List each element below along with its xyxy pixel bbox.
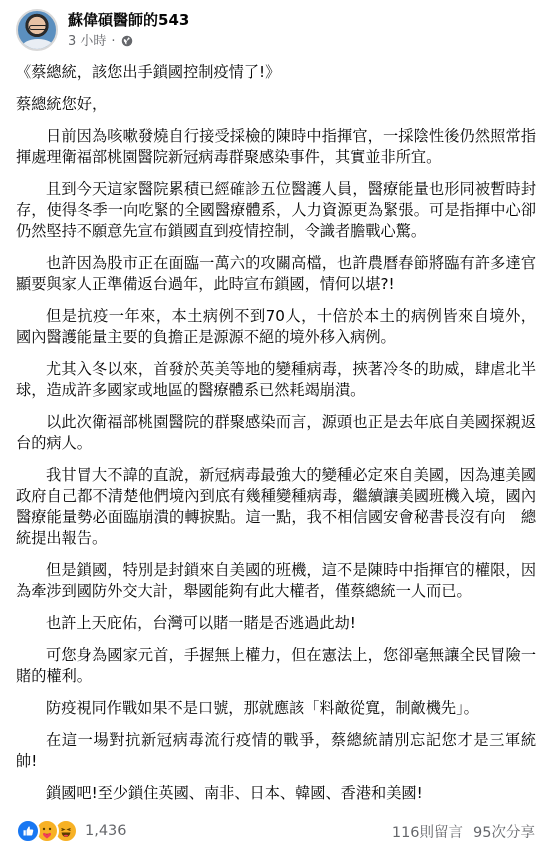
post-paragraph: 鎖國吧!至少鎖住英國、南非、日本、韓國、香港和美國! <box>46 784 423 802</box>
comment-count[interactable]: 116則留言 <box>391 824 464 841</box>
post-paragraph: 可您身為國家元首，手握無上權力，但在憲法上，您卻毫無讓全民冒險一賭的權利。 <box>16 646 536 685</box>
post-paragraph: 我甘冒大不諱的直說，新冠病毒最強大的變種必定來自美國，因為連美國政府自己都不清楚他們境內到底有幾種變種病毒，繼續讓美國班機入境，國內醫療能量勢必面臨崩潰的轉捩點。這一點，我不相信國安會秘書長沒有向 總統提出報告。 <box>16 466 536 547</box>
post-paragraph: 但是抗疫一年來，本土病例不到70人，十倍於本土的病例皆來自境外，國內醫護能量主要的負擔正是源源不絕的境外移入病例。 <box>16 307 536 346</box>
avatar-glasses <box>29 25 47 30</box>
reactions-summary[interactable] <box>16 819 127 843</box>
post-paragraph: 且到今天這家醫院累積已經確診五位醫護人員，醫療能量也形同被暫時封存，使得冬季一向吃緊的全國醫療體系，人力資源更為緊張。可是指揮中心卻仍然堅持不願意先宣布鎖國直到疫情控制，令識者膽戰心驚。 <box>16 180 536 240</box>
avatar-shirt <box>22 39 54 51</box>
author-name[interactable]: 蘇偉碩醫師的543 <box>68 10 190 29</box>
globe-icon[interactable] <box>121 35 133 47</box>
post-paragraph: 日前因為咳嗽發燒自行接受採檢的陳時中指揮官，一採陰性後仍然照常指揮處理衛福部桃園醫院新冠病毒群聚感染事件，其實並非所宜。 <box>16 127 536 166</box>
post-paragraph: 防疫視同作戰如果不是口號，那就應該「料敵從寬，制敵機先」。 <box>46 699 479 717</box>
post-subline <box>68 33 189 50</box>
reaction-count[interactable]: 1,436 <box>85 823 127 839</box>
post-meta <box>68 11 189 50</box>
post-body <box>16 62 536 815</box>
post-paragraph: 以此次衛福部桃園醫院的群聚感染而言，源頭也正是去年底自美國探親返台的病人。 <box>16 413 536 452</box>
post-stats <box>392 821 535 842</box>
post-title: 《蔡總統，該您出手鎖國控制疫情了!》 <box>16 63 281 81</box>
post-paragraph: 也許上天庇佑，台灣可以賭一賭是否逃過此劫! <box>46 614 356 632</box>
author-avatar[interactable] <box>16 9 58 51</box>
post-time[interactable]: 3 小時 <box>68 33 107 49</box>
post-footer <box>16 819 535 843</box>
post-paragraph: 但是鎖國，特別是封鎖來自美國的班機，這不是陳時中指揮官的權限，因為牽涉到國防外交大計，舉國能夠有此大權者，僅蔡總統一人而已。 <box>16 561 536 600</box>
post-paragraph: 尤其入冬以來，首發於英美等地的變種病毒，挾著冷冬的助威，肆虐北半球，造成許多國家或地區的醫療體系已然耗竭崩潰。 <box>16 360 536 399</box>
post-header <box>16 8 189 52</box>
post-paragraph: 在這一場對抗新冠病毒流行疫情的戰爭，蔡總統請別忘記您才是三軍統帥! <box>16 731 536 770</box>
post-paragraph: 也許因為股市正在面臨一萬六的攻關高檔，也許農曆春節將臨有許多達官顯要與家人正準備返台過年，此時宣布鎖國，情何以堪?! <box>16 254 536 293</box>
post-greeting: 蔡總統您好， <box>16 95 108 113</box>
share-count[interactable]: 95次分享 <box>473 824 535 841</box>
separator-dot: · <box>111 33 116 49</box>
like-icon[interactable] <box>16 819 40 843</box>
